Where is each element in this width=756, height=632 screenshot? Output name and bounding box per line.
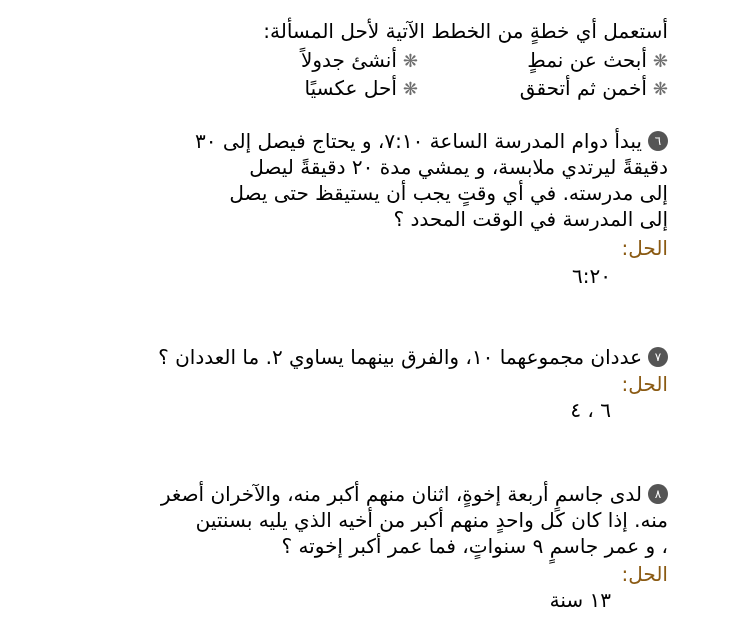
asterisk-bullet-icon: ❋ xyxy=(402,79,418,100)
strategy-guess-and-check: ❋أخمن ثم أتحقق xyxy=(519,76,668,100)
problem-6-text xyxy=(195,128,668,232)
asterisk-bullet-icon: ❋ xyxy=(652,79,668,100)
problem-line: إلى مدرسته. في أي وقتٍ يجب أن يستيقظ حتى يصل xyxy=(229,181,668,205)
asterisk-bullet-icon: ❋ xyxy=(652,51,668,72)
problem-line: إلى المدرسة في الوقت المحدد ؟ xyxy=(393,207,668,231)
instructions-heading: أستعمل أي خطةٍ من الخطط الآتية لأحل المسألة: xyxy=(263,19,668,43)
problem-line: ٧عددان مجموعهما ١٠، والفرق بينهما يساوي ٢. ما العددان ؟ xyxy=(158,344,668,370)
problem-7-text xyxy=(158,344,668,370)
problem-8-text xyxy=(161,481,668,559)
problem-line: ٨لدى جاسمٍ أربعة إخوةٍ، اثنان منهم أكبر منه، والآخران أصغر xyxy=(161,481,668,507)
problem-8-answer: ١٣ سنة xyxy=(549,588,611,612)
strategy-work-backwards: ❋أحل عكسيًا xyxy=(304,76,418,100)
problem-6-answer: ٦:٢٠ xyxy=(572,264,611,288)
strategy-find-pattern: ❋أبحث عن نمطٍ xyxy=(527,48,668,72)
problem-number-badge: ٨ xyxy=(648,484,668,504)
problem-number-badge: ٧ xyxy=(648,347,668,367)
problem-line: منه. إذا كان كل واحدٍ منهم أكبر من أخيه الذي يليه بسنتين xyxy=(195,508,668,532)
asterisk-bullet-icon: ❋ xyxy=(402,51,418,72)
solution-label: الحل: xyxy=(621,562,668,586)
strategy-make-table: ❋أنشئ جدولاً xyxy=(300,48,418,72)
solution-label: الحل: xyxy=(621,236,668,260)
problem-7-answer: ٦ ، ٤ xyxy=(570,398,611,422)
problem-line: ٦يبدأ دوام المدرسة الساعة ٧:١٠، و يحتاج فيصل إلى ٣٠ xyxy=(195,128,668,154)
solution-label: الحل: xyxy=(621,372,668,396)
problem-number-badge: ٦ xyxy=(648,131,668,151)
problem-line: ، و عمر جاسمٍ ٩ سنواتٍ، فما عمر أكبر إخوته ؟ xyxy=(281,534,668,558)
problem-line: دقيقةً ليرتدي ملابسة، و يمشي مدة ٢٠ دقيقةً ليصل xyxy=(249,155,668,179)
